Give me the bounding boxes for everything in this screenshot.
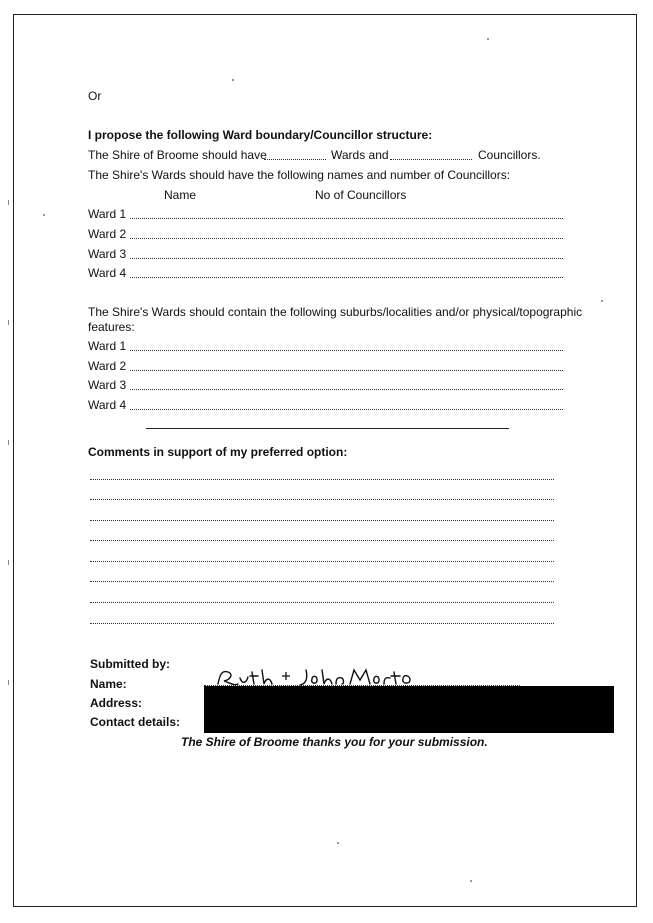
thanks-message: The Shire of Broome thanks you for your submission. — [181, 735, 488, 749]
ward-suburb-field[interactable] — [130, 409, 563, 410]
redaction-block — [204, 686, 614, 733]
scan-edge-mark — [8, 440, 9, 445]
column-councillors-header: No of Councillors — [315, 188, 407, 202]
ward-suburb-row-label: Ward 4 — [88, 398, 127, 412]
ward-name-row-label: Ward 3 — [88, 247, 127, 261]
ward-suburb-field[interactable] — [130, 370, 563, 371]
ward-name-field[interactable] — [130, 258, 563, 259]
wards-count-field[interactable] — [264, 159, 326, 160]
comment-line[interactable] — [90, 479, 554, 480]
ward-name-field[interactable] — [130, 277, 563, 278]
name-label: Name: — [90, 677, 127, 691]
scan-speck — [487, 38, 489, 40]
contact-details-label: Contact details: — [90, 715, 181, 729]
councillors-count-field[interactable] — [390, 159, 472, 160]
councillors-label: Councillors. — [478, 148, 541, 162]
comment-line[interactable] — [90, 499, 554, 500]
ward-suburb-row-label: Ward 1 — [88, 339, 127, 353]
scan-speck — [601, 300, 603, 302]
ward-suburb-row-label: Ward 3 — [88, 378, 127, 392]
wards-and-label: Wards and — [331, 148, 389, 162]
submitted-by-label: Submitted by: — [90, 657, 170, 671]
propose-heading: I propose the following Ward boundary/Councillor structure: — [88, 128, 433, 142]
ward-name-field[interactable] — [130, 218, 563, 219]
suburbs-line: The Shire's Wards should contain the following suburbs/localities and/or physical/topographic — [88, 305, 583, 319]
ward-suburb-field[interactable] — [130, 350, 563, 351]
scan-edge-mark — [8, 680, 9, 685]
ward-name-field[interactable] — [130, 238, 563, 239]
ward-name-row-label: Ward 4 — [88, 266, 127, 280]
column-name-header: Name — [164, 188, 197, 202]
comment-line[interactable] — [90, 561, 554, 562]
comment-line[interactable] — [90, 602, 554, 603]
suburbs-line-continued: features: — [88, 320, 135, 334]
ward-suburb-row-label: Ward 2 — [88, 359, 127, 373]
scan-speck — [337, 842, 339, 844]
comment-line[interactable] — [90, 520, 554, 521]
comment-line[interactable] — [90, 623, 554, 624]
comment-line[interactable] — [90, 540, 554, 541]
ward-suburb-field[interactable] — [130, 389, 563, 390]
or-label: Or — [88, 89, 102, 103]
comment-line[interactable] — [90, 581, 554, 582]
shire-have-prefix: The Shire of Broome should have — [88, 148, 267, 162]
ward-name-row-label: Ward 1 — [88, 207, 127, 221]
scan-speck — [232, 79, 234, 81]
scan-speck — [470, 880, 472, 882]
comments-heading: Comments in support of my preferred option: — [88, 445, 348, 459]
address-label: Address: — [90, 696, 143, 710]
scan-edge-mark — [8, 560, 9, 565]
scan-speck — [43, 214, 45, 216]
wards-names-line: The Shire's Wards should have the following names and number of Councillors: — [88, 168, 511, 182]
scan-edge-mark — [8, 200, 9, 205]
scan-edge-mark — [8, 320, 9, 325]
ward-name-row-label: Ward 2 — [88, 227, 127, 241]
section-divider — [146, 428, 509, 429]
